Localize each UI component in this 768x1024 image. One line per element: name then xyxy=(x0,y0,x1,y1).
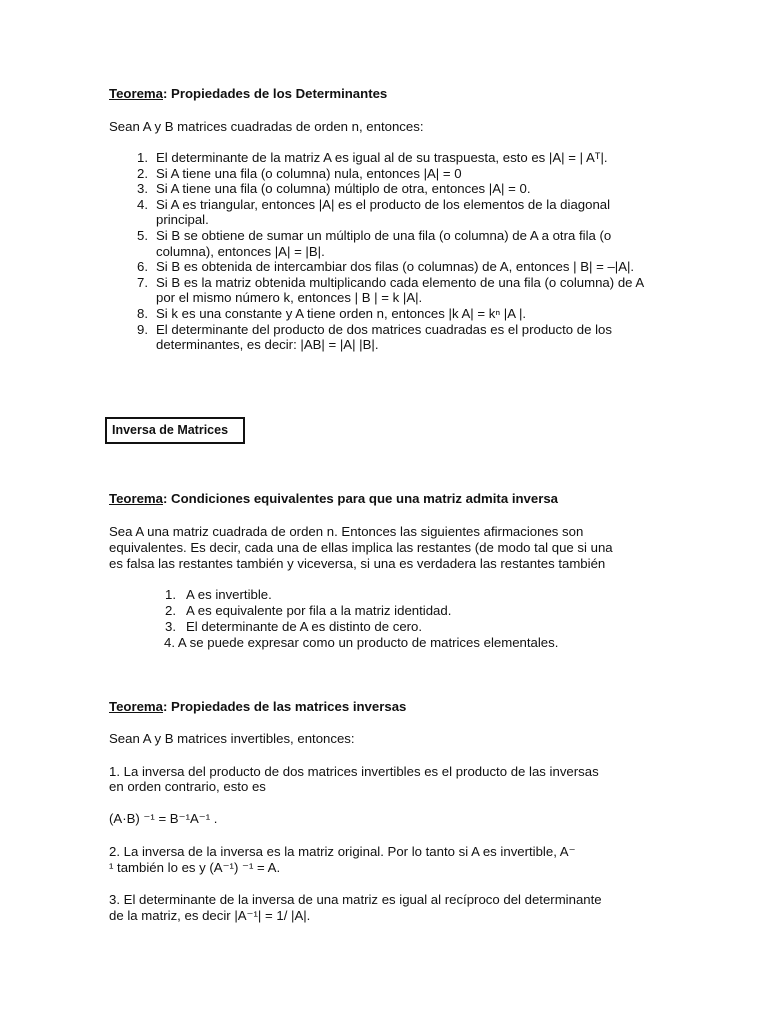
list-item: 4. Si A es triangular, entonces |A| es el producto de los elementos de la diagonal principal. xyxy=(137,196,611,228)
list-item: 2. A es equivalente por fila a la matriz identidad. xyxy=(165,603,452,618)
list-item: 6. Si B es obtenida de intercambiar dos filas (o columnas) de A, entonces | B| = –|A|. xyxy=(137,259,635,275)
property-3-line: 3. El determinante de la inversa de una matriz es igual al recíproco del determinante xyxy=(109,892,602,907)
section2-intro-line: Sea A una matriz cuadrada de orden n. Entonces las siguientes afirmaciones son xyxy=(109,524,584,539)
heading-text: : Propiedades de los Determinantes xyxy=(163,86,388,101)
inverse-product-formula: (A·B) ⁻¹ = B⁻¹A⁻¹ . xyxy=(109,811,218,826)
heading-text: : Condiciones equivalentes para que una matriz admita inversa xyxy=(163,491,559,506)
list-item: 1. El determinante de la matriz A es igual al de su traspuesta, esto es |A| = | Aᵀ|. xyxy=(137,150,608,165)
determinant-properties-list xyxy=(128,150,668,353)
heading-text: : Propiedades de las matrices inversas xyxy=(163,699,407,714)
heading-label: Teorema xyxy=(109,86,163,101)
list-item: 9. El determinante del producto de dos matrices cuadradas es el producto de los determinantes, es decir: |AB| = |A| |B|. xyxy=(137,321,612,353)
section2-intro-line: equivalentes. Es decir, cada una de ellas implica las restantes (de modo tal que si una xyxy=(109,540,613,555)
section2-intro-line: es falsa las restantes también y viceversa, si una es verdadera las restantes también xyxy=(109,556,606,571)
property-3-line: de la matriz, es decir |A⁻¹| = 1/ |A|. xyxy=(109,908,311,923)
list-item: 7. Si B es la matriz obtenida multiplicando cada elemento de una fila (o columna) de A por el mismo número k, entonces | B | = k |A|. xyxy=(137,274,644,306)
list-item-4: 4. A se puede expresar como un producto de matrices elementales. xyxy=(164,635,559,650)
property-1-line: en orden contrario, esto es xyxy=(109,779,266,794)
section1-intro: Sean A y B matrices cuadradas de orden n, entonces: xyxy=(109,119,424,134)
section3-intro: Sean A y B matrices invertibles, entonces: xyxy=(109,731,355,746)
list-item: 3. Si A tiene una fila (o columna) múltiplo de otra, entonces |A| = 0. xyxy=(137,181,531,197)
section1-heading xyxy=(109,86,387,102)
heading-label: Teorema xyxy=(109,491,163,506)
list-item: 2. Si A tiene una fila (o columna) nula, entonces |A| = 0 xyxy=(137,165,462,181)
property-2-line: 2. La inversa de la inversa es la matriz original. Por lo tanto si A es invertible, A⁻ xyxy=(109,844,576,859)
heading-label: Teorema xyxy=(109,699,163,714)
section2-heading xyxy=(109,491,558,507)
list-item: 3. El determinante de A es distinto de cero. xyxy=(165,619,423,634)
equivalent-conditions-list xyxy=(160,587,660,635)
inversa-title-box: Inversa de Matrices xyxy=(105,417,245,444)
list-item: 8. Si k es una constante y A tiene orden n, entonces |k A| = kⁿ |A |. xyxy=(137,305,527,321)
list-item: 1. A es invertible. xyxy=(165,587,272,602)
list-item: 5. Si B se obtiene de sumar un múltiplo de una fila (o columna) de A a otra fila (o columna), entonces |A| = |B|. xyxy=(137,227,612,259)
section3-heading xyxy=(109,699,406,715)
property-1-line: 1. La inversa del producto de dos matrices invertibles es el producto de las inversas xyxy=(109,764,599,779)
property-2-line: ¹ también lo es y (A⁻¹) ⁻¹ = A. xyxy=(109,860,281,875)
